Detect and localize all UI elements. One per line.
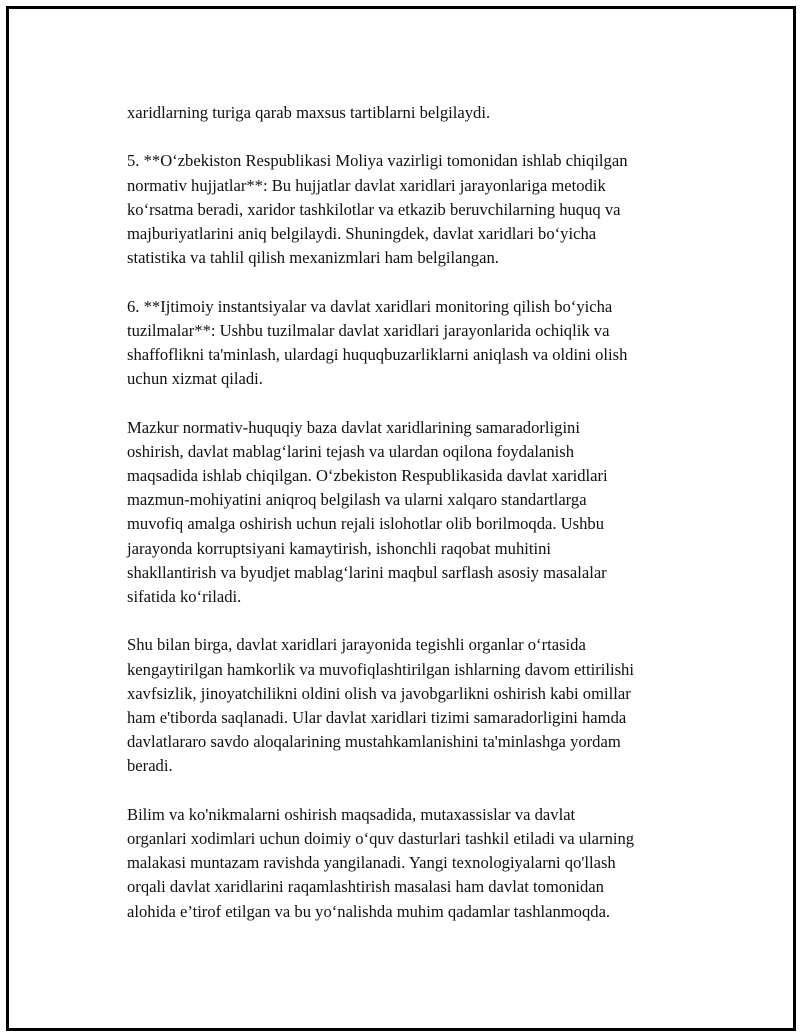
- paragraph-item-5: 5. **O‘zbekiston Respublikasi Moliya vazirligi tomonidan ishlab chiqilgan normativ hujjatlar**: Bu hujjatlar davlat xaridlari jarayonlariga metodik ko‘rsatma beradi, xaridor tashkilotlar va etkazib beruvchilarning huquq va majburiyatlarini aniq belgilaydi. Shuningdek, davlat xaridlari bo‘yicha statistika va tahlil qilish mexanizmlari ham belgilangan.: [127, 151, 628, 268]
- page-frame: [6, 6, 796, 1031]
- paragraph-item-6: 6. **Ijtimoiy instantsiyalar va davlat xaridlari monitoring qilish bo‘yicha tuzilmalar**: Ushbu tuzilmalar davlat xaridlari jarayonlarida ochiqlik va shaffoflikni ta'minlash, ulardagi huquqbuzarliklarni aniqlash va oldini olish uchun xizmat qiladi.: [127, 296, 628, 389]
- paragraph-continuation: xaridlarning turiga qarab maxsus tartiblarni belgilaydi.: [127, 103, 491, 122]
- paragraph-training: Bilim va ko'nikmalarni oshirish maqsadida, mutaxassislar va davlat organlari xodimlari uchun doimiy o‘quv dasturlari tashkil etiladi va ularning malakasi muntazam ravishda yangilanadi. Yangi texnologiyalarni qo'llash orqali davlat xaridlarini raqamlashtirish masalasi ham davlat tomonidan alohida e’tirof etilgan va bu yo‘nalishda muhim qadamlar tashlanmoqda.: [127, 804, 635, 921]
- paragraph-normative-base: Mazkur normativ-huquqiy baza davlat xaridlarining samaradorligini oshirish, davlat mablag‘larini tejash va ulardan oqilona foydalanish maqsadida ishlab chiqilgan. O‘zbekiston Respublikasida davlat xaridlari mazmun-mohiyatini aniqroq belgilash va ularni xalqaro standartlarga muvofiq amalga oshirish uchun rejali islohotlar olib borilmoqda. Ushbu jarayonda korruptsiyani kamaytirish, ishonchli raqobat muhitini shakllantirish va byudjet mablag‘larini maqbul sarflash asosiy masalalar sifatida ko‘riladi.: [127, 417, 608, 607]
- paragraph-cooperation: Shu bilan birga, davlat xaridlari jarayonida tegishli organlar o‘rtasida kengaytirilgan hamkorlik va muvofiqlashtirilgan ishlarning davom ettirilishi xavfsizlik, jinoyatchilikni oldini olish va javobgarlikni oshirish kabi omillar ham e'tiborda saqlanadi. Ular davlat xaridlari tizimi samaradorligini hamda davlatlararo savdo aloqalarining mustahkamlanishini ta'minlashga yordam beradi.: [127, 635, 634, 776]
- document-body: [127, 101, 697, 948]
